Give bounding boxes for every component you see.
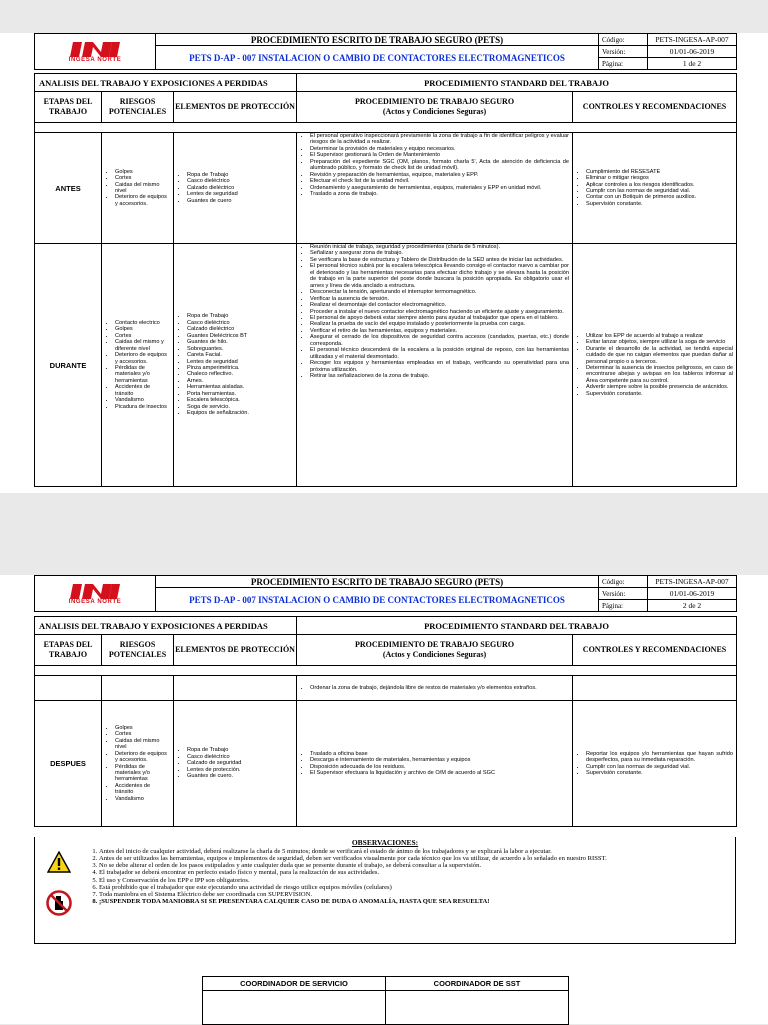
coordinador-servicio-signature <box>203 991 386 1025</box>
list-item: • Ordenamiento y aseguramiento de herramientas, equipos, materiales y EPP en unidad móvil. <box>310 185 569 191</box>
list-item: • Caidas del mismo nivel <box>115 182 170 195</box>
list-item: • Deterioro de equipos y accesorios. <box>115 352 170 365</box>
list-item: • Golpes <box>115 169 170 175</box>
col-elementos: ELEMENTOS DE PROTECCIÓN <box>174 635 297 666</box>
procedimiento-list <box>297 751 572 777</box>
company-name: INGESA NORTE <box>68 56 122 63</box>
col-procedimiento-sub: (Actos y Condiciones Seguras) <box>382 650 487 659</box>
list-item: • Contacto electrico <box>115 320 170 326</box>
document-subtitle: PETS D-AP - 007 INSTALACION O CAMBIO DE CONTACTORES ELECTROMAGNETICOS <box>156 588 599 612</box>
riesgos-list <box>102 169 173 208</box>
list-item: • Asegurar el cerrado de los dispositivos de seguridad contra accesos (candados, puertas, etc.) donde corresponda. <box>310 334 569 347</box>
list-item: • Cortes <box>115 175 170 181</box>
riesgos-antes <box>102 133 174 244</box>
controles-list <box>573 751 736 777</box>
list-item: • El personal operativo inspeccionará previamente la zona de trabajo a fin de identificar peligros y evaluar riesgos de la actividad a realizar. <box>310 133 569 146</box>
procedimiento-antes <box>297 133 573 244</box>
code-label: Código: <box>599 34 648 46</box>
list-item: • Golpes <box>115 725 170 731</box>
list-item: • Arnes. <box>187 378 293 384</box>
procedimiento-durante <box>297 244 573 487</box>
procedure-band: PROCEDIMIENTO STANDARD DEL TRABAJO <box>297 74 737 92</box>
col-procedimiento <box>297 635 573 666</box>
list-item: • Calzado dieléctrico <box>187 185 293 191</box>
list-item: • Cumplimiento del RESESATE <box>586 169 733 175</box>
list-item: • Contar con un Botiquín de primeros auxilios. <box>586 194 733 200</box>
stage-durante: DURANTE <box>35 244 102 487</box>
analysis-table <box>34 616 737 827</box>
list-item: • Porta herramientas. <box>187 391 293 397</box>
empty-cell <box>573 676 737 701</box>
spacer-row <box>35 123 737 133</box>
list-item: • Guantes de cuero. <box>187 773 293 779</box>
list-item: • Recoger los equipos y herramientas empleadas en el trabajo, verificando su operatividad para una próxima utilización. <box>310 360 569 373</box>
list-item: • Soga de servicio. <box>187 404 293 410</box>
col-elementos: ELEMENTOS DE PROTECCIÓN <box>174 92 297 123</box>
list-item: • Equipos de señalización. <box>187 410 293 416</box>
list-item: • Verificar el retiro de las herramientas, equipos y materiales. <box>310 328 569 334</box>
list-item: • Casco dieléctrico <box>187 178 293 184</box>
analysis-band: ANALISIS DEL TRABAJO Y EXPOSICIONES A PERDIDAS <box>35 74 297 92</box>
list-item: • Guantes de cuero <box>187 198 293 204</box>
list-item: • Lentes de seguridad <box>187 191 293 197</box>
list-item: • Casco dieléctrico <box>187 754 293 760</box>
header-table <box>34 575 737 612</box>
page-1 <box>0 33 768 493</box>
col-etapas: ETAPAS DEL TRABAJO <box>35 635 102 666</box>
riesgos-durante <box>102 244 174 487</box>
observacion-item: 8. ¡SUSPENDER TODA MANIOBRA SI SE PRESENTARA CALQUIER CASO DE DUDA O ANOMALÍA, HASTA QUE SEA RESUELTA! <box>99 898 759 905</box>
list-item: • Cortes <box>115 333 170 339</box>
coordinador-sst-signature <box>386 991 569 1025</box>
list-item: • Golpes <box>115 326 170 332</box>
list-item: • Preparación del expediente SGC (OM, planos, formato charla 5', Acta de atención de deficiencia de alumbrado público, y formato de check list de unidad móvil). <box>310 159 569 172</box>
list-item: • Verificar la ausencia de tensión. <box>310 296 569 302</box>
list-item: • Lentes de protección. <box>187 767 293 773</box>
row-continuation <box>35 676 737 701</box>
list-item: • Calzado de seguridad <box>187 760 293 766</box>
list-item: • Se verificara la base de estructura y Tablero de Distribución de la SED antes de iniciar las actividades. <box>310 257 569 263</box>
col-controles: CONTROLES Y RECOMENDACIONES <box>573 635 737 666</box>
observaciones-title: OBSERVACIONES: <box>351 838 419 847</box>
list-item: • El personal técnico descenderá de la escalera a la posición original de reposo, con las herramientas utilizadas y el material desmontado. <box>310 347 569 360</box>
list-item: • Traslado a oficina base <box>310 751 569 757</box>
version-value: 01/01-06-2019 <box>648 588 737 600</box>
elementos-list <box>174 313 296 416</box>
list-item: • Supervisión constante. <box>586 770 733 776</box>
procedimiento-continuation <box>297 676 573 701</box>
controles-list <box>573 333 736 398</box>
elementos-antes <box>174 133 297 244</box>
observacion-item: 1. Antes del inicio de cualquier actividad, deberá realizarse la charla de 5 minutos; donde se verificará el estado de ánimo de los trabajadores y se explicará la labor a ejecutar. <box>99 848 759 855</box>
analysis-band: ANALISIS DEL TRABAJO Y EXPOSICIONES A PERDIDAS <box>35 617 297 635</box>
elementos-durante <box>174 244 297 487</box>
list-item: • Efectuar el check list de la unidad móvil. <box>310 178 569 184</box>
list-item: • Traslado a zona de trabajo. <box>310 191 569 197</box>
list-item: • Determinar la provisión de materiales y equipo necesarios. <box>310 146 569 152</box>
code-label: Código: <box>599 576 648 588</box>
company-logo <box>35 576 156 612</box>
list-item: • Caidas del mismo nivel <box>115 738 170 751</box>
list-item: • El Supervisor efectuara la liquidación y archivo de O/M de acuerdo al SGC <box>310 770 569 776</box>
list-item: • Reunión inicial de trabajo, seguridad y procedimientos (charla de 5 minutos). <box>310 244 569 250</box>
company-logo <box>35 34 156 70</box>
signature-table <box>202 976 569 1025</box>
list-item: • Vandalismo <box>115 397 170 403</box>
col-riesgos: RIESGOS POTENCIALES <box>102 635 174 666</box>
list-item: • Ordenar la zona de trabajo, dejándola libre de restos de materiales y/o elementos extraños. <box>310 685 569 691</box>
list-item: • Herramientas aisladas. <box>187 384 293 390</box>
list-item: • Desconectar la tensión, aperturando el interruptor termomagnético. <box>310 289 569 295</box>
col-procedimiento-title: PROCEDIMIENTO DE TRABAJO SEGURO <box>354 97 515 106</box>
list-item: • Pérdidas de materiales y/o herramientas <box>115 365 170 384</box>
list-item: • Ropa de Trabajo <box>187 747 293 753</box>
observacion-item: 6. Está prohibido que el trabajador que este ejecutando una actividad de riesgo utilice equipos móviles (celulares) <box>99 884 759 891</box>
col-procedimiento-sub: (Actos y Condiciones Seguras) <box>382 107 487 116</box>
list-item: • Pinza amperimétrica. <box>187 365 293 371</box>
list-item: • Sobreguantes. <box>187 346 293 352</box>
version-value: 01/01-06-2019 <box>648 46 737 58</box>
controles-list <box>573 169 736 208</box>
list-item: • Determinar la ausencia de insectos peligrosos, en caso de encontrarse abejas y avispas en los tableros informar al Área competente para su control. <box>586 365 733 384</box>
procedimiento-despues <box>297 701 573 827</box>
version-label: Versión: <box>599 588 648 600</box>
procedimiento-list <box>297 133 572 198</box>
list-item: • Cortes <box>115 731 170 737</box>
list-item: • Cumplir con las normas de seguridad vial. <box>586 188 733 194</box>
riesgos-despues <box>102 701 174 827</box>
document-title: PROCEDIMIENTO ESCRITO DE TRABAJO SEGURO (PETS) <box>156 34 599 46</box>
observacion-item: 5. El uso y Conservación de los EPP e IPP son obligatorios. <box>99 877 759 884</box>
col-procedimiento <box>297 92 573 123</box>
col-riesgos: RIESGOS POTENCIALES <box>102 92 174 123</box>
list-item: • Accidentes de tránsito <box>115 384 170 397</box>
riesgos-list <box>102 725 173 802</box>
empty-cell <box>102 676 174 701</box>
list-item: • Supervisión constante. <box>586 391 733 397</box>
procedure-band: PROCEDIMIENTO STANDARD DEL TRABAJO <box>297 617 737 635</box>
list-item: • Pérdidas de materiales y/o herramientas <box>115 764 170 783</box>
list-item: • Señalizar y asegurar zona de trabajo. <box>310 250 569 256</box>
list-item: • Reportar los equipos y/o herramientas que hayan sufrido desperfectos, para su inmediata reparación. <box>586 751 733 764</box>
ingesa-logo-icon <box>70 41 120 58</box>
observaciones-box <box>34 837 736 944</box>
page-label: Página: <box>599 58 648 70</box>
row-durante <box>35 244 737 487</box>
header-table <box>34 33 737 70</box>
list-item: • Escalera telescópica. <box>187 397 293 403</box>
no-entry-icon <box>46 890 72 916</box>
row-despues <box>35 701 737 827</box>
list-item: • Cumplir con las normas de seguridad vial. <box>586 764 733 770</box>
page-label: Página: <box>599 600 648 612</box>
warning-icon <box>47 851 71 873</box>
observacion-item: 7. Toda maniobra en el Sistema Eléctrico debe ser coordinada con SUPERVISION. <box>99 891 759 898</box>
code-value: PETS-INGESA-AP-007 <box>648 34 737 46</box>
procedimiento-list <box>297 244 572 380</box>
code-value: PETS-INGESA-AP-007 <box>648 576 737 588</box>
list-item: • Picadura de insectos <box>115 404 170 410</box>
page-number: 1 de 2 <box>648 58 737 70</box>
list-item: • Descarga e internamiento de materiales, herramientas y equipos <box>310 757 569 763</box>
elementos-list <box>174 747 296 779</box>
col-etapas: ETAPAS DEL TRABAJO <box>35 92 102 123</box>
empty-cell <box>35 676 102 701</box>
list-item: • Revisión y preparación de herramientas, equipos, materiales y EPP. <box>310 172 569 178</box>
list-item: • Deterioro de equipos y accesorios. <box>115 751 170 764</box>
elementos-list <box>174 172 296 204</box>
empty-cell <box>174 676 297 701</box>
list-item: • Realizar la prueba de vacío del equipo instalado y posteriormente la prueba con carga. <box>310 321 569 327</box>
observacion-item: 4. El trabajador se deberá encontrar en perfecto estado físico y mental, para la realización de sus actividades. <box>99 869 759 876</box>
page-2 <box>0 575 768 1024</box>
procedimiento-list <box>297 685 572 691</box>
list-item: • Aplicar controles a los riesgos identificados. <box>586 182 733 188</box>
controles-despues <box>573 701 737 827</box>
coordinador-servicio-label: COORDINADOR DE SERVICIO <box>203 977 386 991</box>
list-item: • El Supervisor gestionará la Orden de Mantenimiento <box>310 152 569 158</box>
list-item: • Advertir siempre sobre la posible presencia de arácnidos. <box>586 384 733 390</box>
company-name: INGESA NORTE <box>68 598 122 605</box>
list-item: • Chaleco reflectivo. <box>187 371 293 377</box>
stage-despues: DESPUES <box>35 701 102 827</box>
document-title: PROCEDIMIENTO ESCRITO DE TRABAJO SEGURO (PETS) <box>156 576 599 588</box>
col-procedimiento-title: PROCEDIMIENTO DE TRABAJO SEGURO <box>354 640 515 649</box>
elementos-despues <box>174 701 297 827</box>
list-item: • Deterioro de equipos y accesorios. <box>115 194 170 207</box>
row-antes <box>35 133 737 244</box>
riesgos-list <box>102 320 173 410</box>
list-item: • Supervisión constante. <box>586 201 733 207</box>
list-item: • Careta Facial. <box>187 352 293 358</box>
list-item: • Realizar el desmontaje del contactor electromagnético. <box>310 302 569 308</box>
observacion-item: 2. Antes de ser utilizados las herramientas, equipos e implementos de seguridad, deben ser verificados visualmente por cada técnico que los va utilizar, de acuerdo a lo señalado en nuestro RISST. <box>99 855 759 862</box>
controles-durante <box>573 244 737 487</box>
list-item: • Retirar las señalizaciones de la zona de trabajo. <box>310 373 569 379</box>
list-item: • Vandalismo <box>115 796 170 802</box>
list-item: • Guantes Dieléctricos BT <box>187 333 293 339</box>
version-label: Versión: <box>599 46 648 58</box>
list-item: • Caidas del mismo y diferente nivel <box>115 339 170 352</box>
list-item: • Casco dieléctrico <box>187 320 293 326</box>
spacer-row <box>35 666 737 676</box>
list-item: • Accidentes de tránsito <box>115 783 170 796</box>
list-item: • Calzado dieléctrico <box>187 326 293 332</box>
list-item: • Disposición adecuada de los residuos. <box>310 764 569 770</box>
col-controles: CONTROLES Y RECOMENDACIONES <box>573 92 737 123</box>
list-item: • Utilizar los EPP de acuerdo al trabajo a realizar <box>586 333 733 339</box>
list-item: • Proceder a instalar el nuevo contactor electromagnético haciendo un eficiente ajuste y aseguramiento. <box>310 309 569 315</box>
coordinador-sst-label: COORDINADOR DE SST <box>386 977 569 991</box>
page-number: 2 de 2 <box>648 600 737 612</box>
list-item: • Lentes de seguridad <box>187 359 293 365</box>
document-subtitle: PETS D-AP - 007 INSTALACION O CAMBIO DE CONTACTORES ELECTROMAGNETICOS <box>156 46 599 70</box>
stage-antes: ANTES <box>35 133 102 244</box>
ingesa-logo-icon <box>70 583 120 600</box>
list-item: • El personal de apoyo deberá estar siempre atento para ayudar al trabajador que opera en el tablero. <box>310 315 569 321</box>
analysis-table <box>34 73 737 487</box>
list-item: • El personal técnico subirá por la escalera telescópica llevando consigo el contactor nuevo a cambiar por el deteriorado y las herramientas necesarias para efectuar dicho trabajo y se elevara hasta la posición de trabajo en la parte superior del poste donde buscara la posición apropiada. Es obligatorio usar el arnes y línea de vida anclado a estructura. <box>310 263 569 289</box>
list-item: • Guantes de hilo. <box>187 339 293 345</box>
list-item: • Ropa de Trabajo <box>187 172 293 178</box>
list-item: • Eliminar o mitigar riesgos <box>586 175 733 181</box>
controles-antes <box>573 133 737 244</box>
observaciones-list <box>71 848 762 905</box>
list-item: • Durante el desarrollo de la actividad, se tendrá especial cuidado de que no caigan elementos que puedan dañar al personal propio o a terceros. <box>586 346 733 365</box>
observacion-item: 3. No se debe alterar el orden de los pasos estipulados y ante cualquier duda que se presente durante el trabajo, se deberá consultar a la supervisión. <box>99 862 759 869</box>
list-item: • Ropa de Trabajo <box>187 313 293 319</box>
list-item: • Evitar lanzar objetos, siempre utilizar la soga de servicio <box>586 339 733 345</box>
